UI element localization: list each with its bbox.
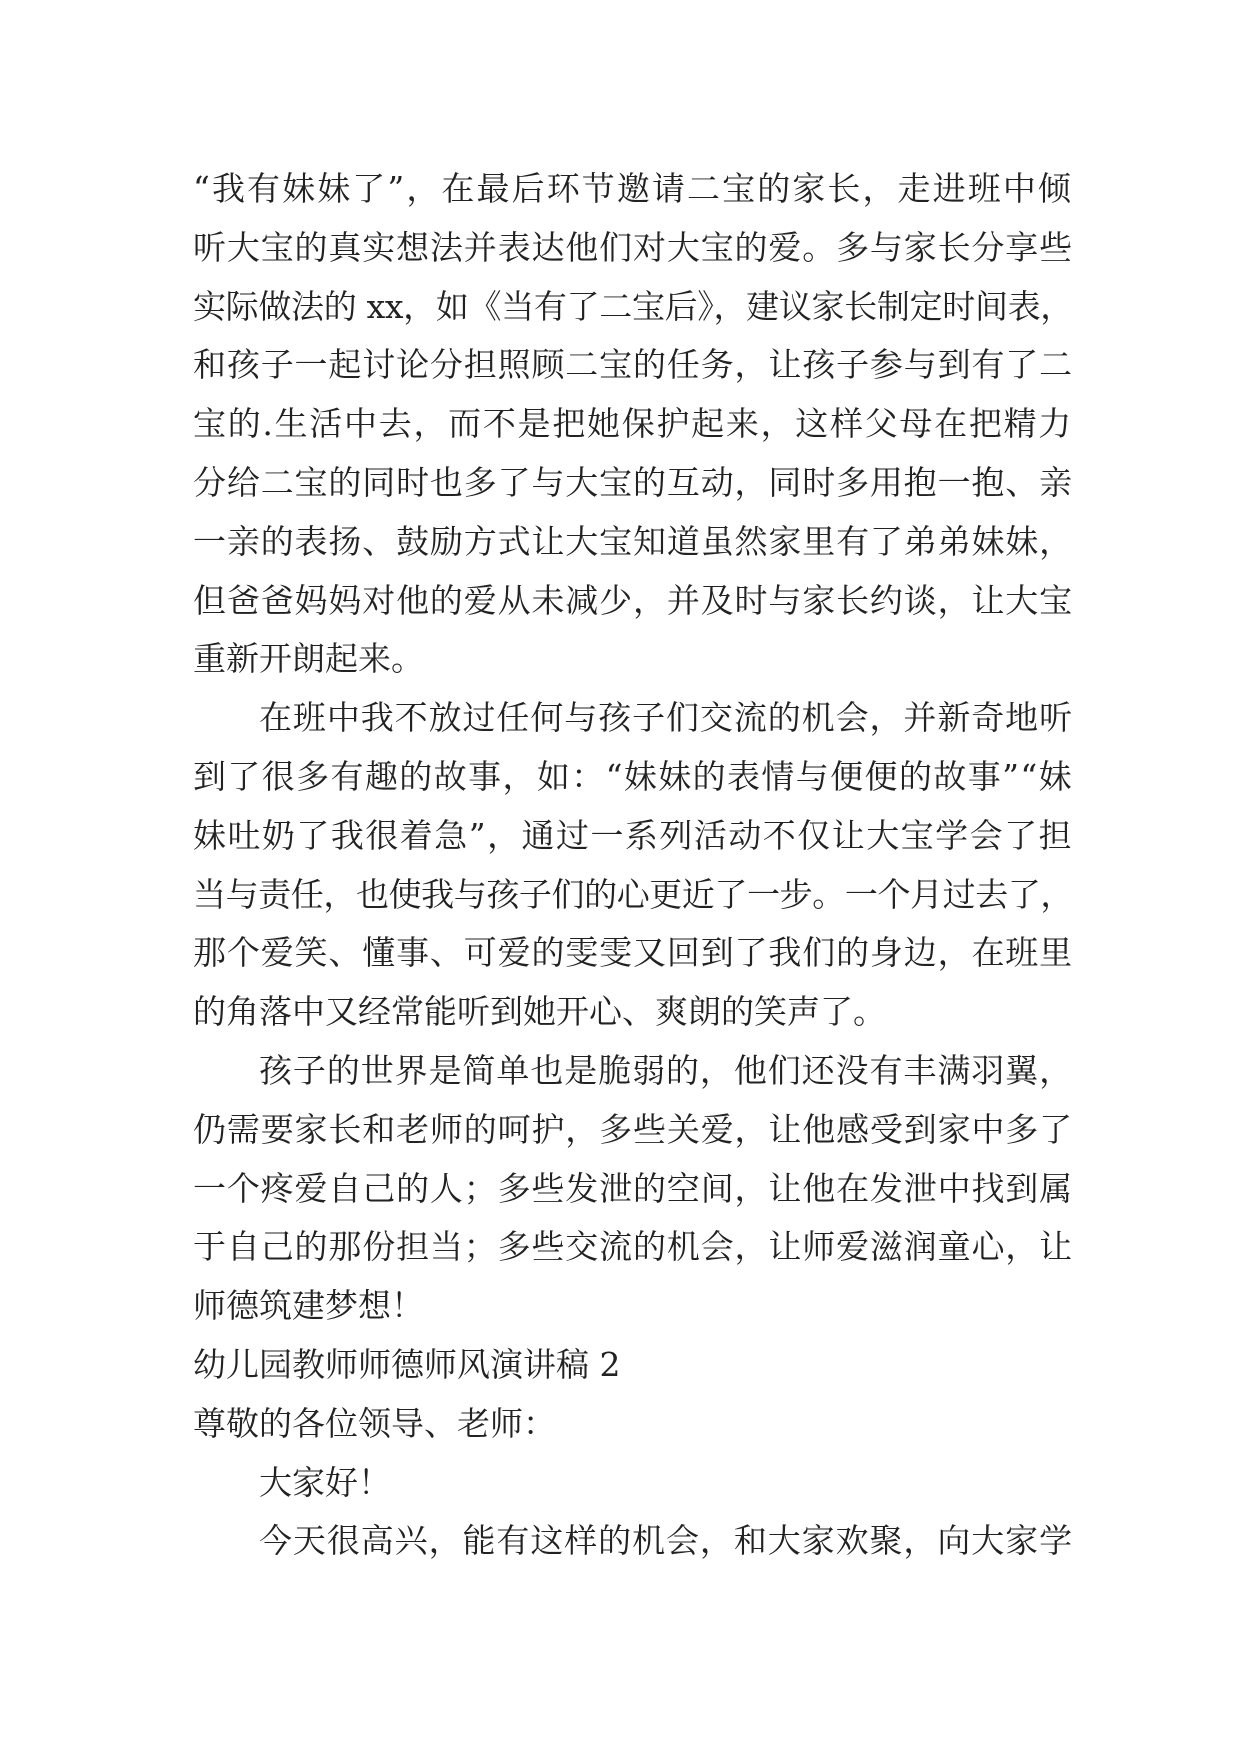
text-line: 一亲的表扬、鼓励方式让大宝知道虽然家里有了弟弟妹妹， bbox=[193, 521, 1073, 561]
text-line: 在班中我不放过任何与孩子们交流的机会，并新奇地听 bbox=[259, 698, 1073, 738]
text-line: 尊敬的各位领导、老师： bbox=[193, 1403, 556, 1443]
text-line: 大家好！ bbox=[259, 1462, 391, 1502]
text-line: 听大宝的真实想法并表达他们对大宝的爱。多与家长分享些 bbox=[193, 227, 1073, 267]
text-line: 一个疼爱自己的人；多些发泄的空间，让他在发泄中找到属 bbox=[193, 1168, 1073, 1208]
text-line: 当与责任，也使我与孩子们的心更近了一步。一个月过去了， bbox=[193, 874, 1074, 914]
text-line: “我有妹妹了”，在最后环节邀请二宝的家长，走进班中倾 bbox=[193, 169, 1073, 208]
text-line: 宝的.生活中去，而不是把她保护起来，这样父母在把精力 bbox=[193, 404, 1073, 444]
text-line: 重新开朗起来。 bbox=[193, 639, 424, 679]
text-line: 到了很多有趣的故事，如：“妹妹的表情与便便的故事”“妹 bbox=[193, 756, 1073, 796]
text-line: 那个爱笑、懂事、可爱的雯雯又回到了我们的身边，在班里 bbox=[193, 933, 1073, 973]
text-line: 师德筑建梦想！ bbox=[193, 1286, 424, 1326]
text-line: 仍需要家长和老师的呵护，多些关爱，让他感受到家中多了 bbox=[193, 1109, 1073, 1149]
text-line: 幼儿园教师师德师风演讲稿 2 bbox=[193, 1344, 621, 1384]
text-line: 孩子的世界是简单也是脆弱的，他们还没有丰满羽翼， bbox=[259, 1050, 1073, 1090]
text-line: 妹吐奶了我很着急”，通过一系列活动不仅让大宝学会了担 bbox=[193, 815, 1073, 855]
document-body bbox=[193, 160, 1073, 1571]
text-line: 今天很高兴，能有这样的机会，和大家欢聚，向大家学 bbox=[259, 1521, 1073, 1561]
text-line: 于自己的那份担当；多些交流的机会，让师爱滋润童心，让 bbox=[193, 1227, 1073, 1267]
text-line: 但爸爸妈妈对他的爱从未减少，并及时与家长约谈，让大宝 bbox=[193, 580, 1073, 620]
text-line: 和孩子一起讨论分担照顾二宝的任务，让孩子参与到有了二 bbox=[193, 345, 1073, 385]
text-line: 分给二宝的同时也多了与大宝的互动，同时多用抱一抱、亲 bbox=[193, 462, 1073, 502]
text-line: 实际做法的 xx，如《当有了二宝后》，建议家长制定时间表， bbox=[193, 286, 1073, 326]
text-line: 的角落中又经常能听到她开心、爽朗的笑声了。 bbox=[193, 992, 886, 1032]
